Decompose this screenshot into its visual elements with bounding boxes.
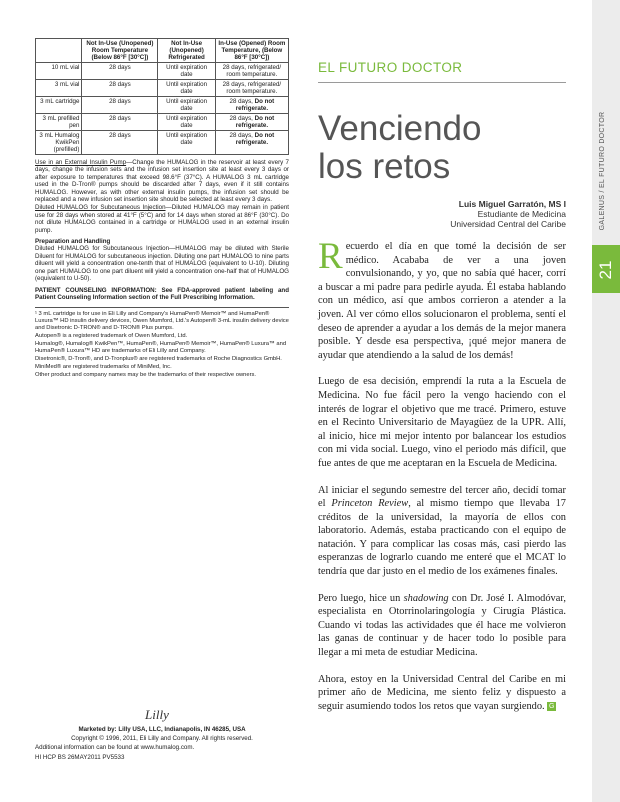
footnote: Autopen® is a registered trademark of Owen Mumford, Ltd.	[35, 333, 188, 340]
emphasis-text: shadowing	[403, 592, 449, 604]
end-mark-icon: G	[549, 702, 555, 710]
table-row	[36, 97, 289, 114]
table-cell: 28 days	[82, 131, 158, 155]
table-header-cell: Not In-Use (Unopened) Room Temperature (Below 86°F [30°C])	[82, 39, 158, 63]
running-head: GALENUS / EL FUTURO DOCTOR	[599, 111, 606, 231]
prescribing-info-column	[35, 38, 289, 380]
article-paragraph	[318, 484, 566, 579]
paragraph-text: , al mismo tiempo que llevaba 17 créditos de la universidad, la mayoría de ellos con laboratorio. Además, estaba practicando con el equipo de natación. Y para complicar las cosas más, casi pierdo las esperanzas de lograrlo cuando me enteré que el MCAT lo tendría que dar justo en el medio de los exámenes finales.	[318, 498, 566, 578]
article-body	[318, 236, 566, 726]
title-line: los retos	[318, 147, 451, 186]
footnote: Other product and company names may be the trademarks of their respective owners.	[35, 372, 257, 379]
table-row	[36, 63, 289, 80]
lilly-logo: Lilly	[145, 707, 169, 722]
article-paragraph: Luego de esa decisión, emprendí la ruta a la Escuela de Medicina. No fue fácil pero la vengo haciendo con el interés de lograr el objetivo que me tracé. Primero, estuve en el Recinto Universitario de Mayagüez de la UPR. Allí, al inicio, hice mi mejor intento por balancear los estudios con mi vida social. Luego, vino el periodo más difícil, que fue antes de que me aceptaran en la Escuela de Medicina.	[318, 376, 566, 469]
paragraph-text: Ahora, estoy en la Universidad Central del Caribe en mi primer año de Medicina, me siento feliz y dispuesto a seguir asumiendo todos los retos que vayan surgiendo.	[318, 673, 566, 712]
table-cell: Until expiration date	[158, 131, 215, 155]
side-tab	[592, 0, 620, 802]
cell-text: 28 days, refrigerated/ room temperature.	[222, 81, 282, 95]
preparation-heading: Preparation and Handling	[35, 238, 111, 246]
counseling-paragraph: PATIENT COUNSELING INFORMATION: See FDA-approved patient labeling and Patient Counseling Information section of the Full Prescribing Information.	[35, 286, 289, 301]
diluted-lead: Diluted HUMALOG for Subcutaneous Injection	[35, 204, 166, 212]
author-block	[318, 199, 566, 229]
diluted-text: —Diluted HUMALOG may remain in patient use for 28 days when stored at 41°F (5°C) and for 14 days when stored at 86°F (30°C). Do not dilute HUMALOG contained in a cartridge or HUMALOG used in an external insulin pump.	[35, 204, 289, 234]
pump-lead: Use in an External Insulin Pump	[35, 159, 127, 166]
cell-warning: Do not refrigerate.	[235, 98, 275, 112]
footnote: Disetronic®, D-Tron®, and D-Tronplus® are registered trademarks of Roche Diagnostics GmbH.	[35, 356, 282, 363]
author-role: Estudiante de Medicina	[477, 209, 566, 219]
author-school: Universidad Central del Caribe	[450, 219, 566, 229]
copyright-line: Copyright © 1996, 2011, Eli Lilly and Company. All rights reserved.	[71, 735, 253, 743]
emphasis-text: Princeton Review	[331, 498, 409, 510]
footnote: MiniMed® are registered trademarks of MiniMed, Inc.	[35, 364, 172, 371]
author-name: Luis Miguel Garratón, MS I	[458, 199, 566, 209]
marketed-by-block	[35, 725, 289, 762]
table-header-cell: Not In-Use (Unopened) Refrigerated	[158, 39, 215, 63]
article-paragraph	[318, 673, 566, 714]
table-cell: 28 days	[82, 80, 158, 97]
cell-text: 28 days,	[229, 115, 253, 122]
additional-info-line: Additional information can be found at www.humalog.com.	[35, 744, 195, 752]
title-line: Venciendo	[318, 109, 482, 148]
table-cell: 3 mL cartridge	[36, 97, 82, 114]
table-cell: 3 mL prefilled pen	[36, 114, 82, 131]
table-row	[36, 131, 289, 155]
paragraph-text: con Dr. José I. Almodóvar, especialista en Otorrinolaringología y Cirugía Plástica. Cuando vi todas las actividades que él hace me volvieron las ganas de continuar y de hacer todo lo posible para llegar a mi meta de estudiar Medicina.	[318, 592, 566, 659]
table-cell	[215, 63, 288, 80]
table-cell: Until expiration date	[158, 63, 215, 80]
marketed-line: Marketed by: Lilly USA, LLC, Indianapolis, IN 46285, USA	[78, 726, 246, 733]
table-row	[36, 114, 289, 131]
table-cell: 10 mL vial	[36, 63, 82, 80]
table-row	[36, 80, 289, 97]
table-cell: Until expiration date	[158, 80, 215, 97]
table-header-row	[36, 39, 289, 63]
paragraph-text: Al iniciar el segundo semestre del tercer año, decidí tomar el	[318, 484, 566, 510]
table-cell: 3 mL vial	[36, 80, 82, 97]
drop-cap: R	[318, 236, 343, 277]
table-cell: 3 mL Humalog KwikPen (prefilled)	[36, 131, 82, 155]
table-cell	[215, 97, 288, 114]
paragraph-text: Pero luego, hice un	[318, 592, 404, 604]
cell-warning: Do not refrigerate.	[235, 132, 275, 146]
table-cell	[215, 114, 288, 131]
storage-table	[35, 38, 289, 155]
cell-text: 28 days,	[229, 98, 253, 105]
section-divider	[318, 82, 566, 83]
cell-warning: Do not refrigerate.	[235, 115, 275, 129]
diluted-paragraph	[35, 204, 289, 234]
table-header-cell	[36, 39, 82, 63]
pump-paragraph	[35, 159, 289, 203]
table-cell: 28 days	[82, 114, 158, 131]
page-number: 21	[596, 260, 615, 280]
table-cell: 28 days	[82, 63, 158, 80]
table-cell: Until expiration date	[158, 97, 215, 114]
table-cell: 28 days	[82, 97, 158, 114]
document-code: HI HCP BS 26MAY2011 PV5533	[35, 753, 125, 761]
article-title	[318, 110, 568, 186]
table-header-cell: In-Use (Opened) Room Temperature, (Below 86°F [30°C])	[215, 39, 288, 63]
section-label: EL FUTURO DOCTOR	[318, 60, 463, 75]
table-cell	[215, 131, 288, 155]
footnote: Humalog®, Humalog® KwikPen™, HumaPen®, HumaPen® Memoir™, HumaPen® Luxura™ and HumaPen® Luxura™ HD are trademarks of Eli Lilly and Company.	[35, 341, 287, 355]
cell-text: 28 days, refrigerated/ room temperature.	[222, 64, 282, 78]
article-paragraph	[318, 592, 566, 660]
preparation-paragraph: Diluted HUMALOG for Subcutaneous Injection—HUMALOG may be diluted with Sterile Diluent for HUMALOG for subcutaneous injection. Diluting one part HUMALOG to nine parts diluent will yield a concentration one-tenth that of HUMALOG (equivalent to U-10). Diluting one part HUMALOG to one part diluent will yield a concentration one-half that of HUMALOG (equivalent to U-50).	[35, 245, 289, 283]
footnotes	[35, 307, 289, 379]
paragraph-text: ecuerdo el día en que tomé la decisión de ser médico. Acababa de ver a una joven convulsionando, y yo, que no sabía qué hacer, corrí a buscar a mi padre para pedirle ayuda. Él estaba hablando con un médico, así que ambos corrieron a atender a la joven. Al ver cómo ellos solucionaron el problema, sentí el deseo de aprender a ayudar a los demás de la mejor manera posible. Y desde esa perspectiva, ¡qué mejor manera de ayudar que atendiendo a la salud de los demás!	[318, 241, 566, 361]
table-cell	[215, 80, 288, 97]
article-paragraph	[318, 236, 566, 362]
table-cell: Until expiration date	[158, 114, 215, 131]
pump-text: —Change the HUMALOG in the reservoir at least every 7 days, change the infusion sets and the infusion set insertion site at least every 3 days or after exposure to temperatures that exceed 98.6°F (37°C). A HUMALOG 3 mL cartridge used in the D-Tron® pumps should be discarded after 7 days, even if it still contains HUMALOG. However, as with other external insulin pumps, the infusion set should be replaced and a new infusion set insertion site should be selected at least every 3 days.	[35, 159, 289, 204]
cell-text: 28 days,	[229, 132, 253, 139]
footnote: ¹ 3 mL cartridge is for use in Eli Lilly and Company's HumaPen® Memoir™ and HumaPen® Luxura™ HD insulin delivery devices, Owen Mumford, Ltd.'s Autopen® 3-mL insulin delivery device and Disetronic D-TRON® and D-TRON® Plus pumps.	[35, 311, 289, 332]
